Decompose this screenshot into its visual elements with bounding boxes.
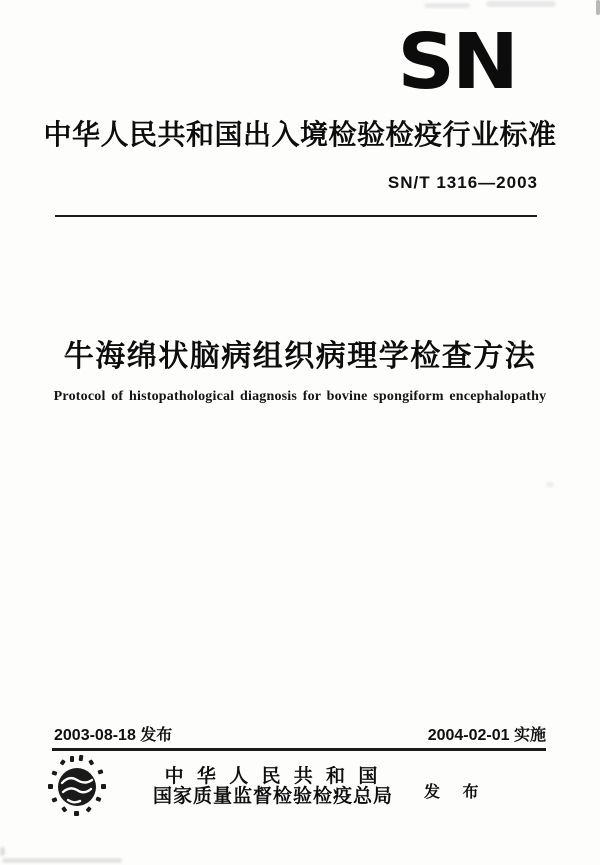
scan-smudge xyxy=(424,3,470,8)
header-title: 中华人民共和国出入境检验检疫行业标准 xyxy=(43,119,557,150)
sn-logo: SN xyxy=(397,16,516,107)
scan-smudge xyxy=(0,847,5,856)
publish-label: 发 布 xyxy=(424,783,488,801)
scan-smudge xyxy=(2,858,122,863)
scan-smudge xyxy=(486,1,556,7)
dates-row xyxy=(54,722,546,745)
issue-date: 2003-08-18 发布 xyxy=(54,727,173,744)
header-divider xyxy=(55,215,537,217)
issuer-country: 中 华 人 民 共 和 国 xyxy=(164,765,382,787)
standard-number: SN/T 1316—2003 xyxy=(387,173,538,192)
issuer-block xyxy=(46,754,487,818)
document-title-chinese: 牛海绵状脑病组织病理学检查方法 xyxy=(63,340,537,373)
footer-divider xyxy=(52,748,546,751)
scan-smudge xyxy=(546,482,554,487)
scan-smudge xyxy=(596,0,600,15)
aqsiq-emblem-icon xyxy=(46,754,108,818)
issuer-lines xyxy=(146,767,400,806)
document-title-english: Protocol of histopathological diagnosis for bovine spongiform encephalopathy xyxy=(53,389,547,404)
implementation-date: 2004-02-01 实施 xyxy=(427,727,546,744)
issuer-authority: 国家质量监督检验检疫总局 xyxy=(152,785,393,807)
